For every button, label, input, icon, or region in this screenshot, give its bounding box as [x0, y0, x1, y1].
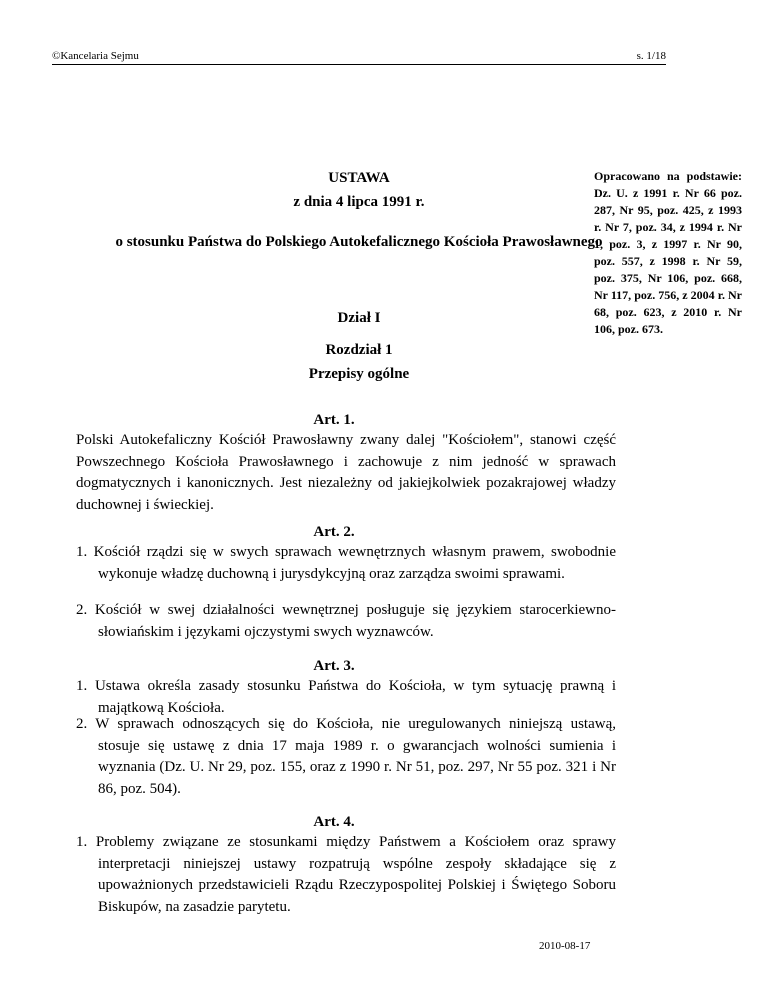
header-rule: [52, 64, 666, 65]
article-4-heading: Art. 4.: [313, 814, 355, 830]
article-1-heading: Art. 1.: [313, 412, 355, 428]
page-number: s. 1/18: [636, 50, 666, 62]
page-header-left: ©Kancelaria Sejmu: [52, 50, 139, 62]
article-3-item-2: 2. W sprawach odnoszących się do Kościoła, nie uregulowanych niniejszą ustawą, stosuje się ustawę z dnia 17 maja 1989 r. o gwarancjach wolności sumienia i wyznania (Dz. U. Nr 29, poz. 155, oraz z 1990 r. Nr 51, poz. 297, Nr 55 poz. 321 i Nr 86, poz. 504).: [76, 716, 616, 797]
article-4-item-1: 1. Problemy związane ze stosunkami między Państwem a Kościołem oraz sprawy interpretacji niniejszej ustawy rozpatrują wspólne zespoły składające się z upoważnionych przedstawicieli Rządu Rzeczypospolitej Polskiej i Świętego Soboru Biskupów, na zasadzie parytetu.: [76, 834, 616, 915]
chapter-title: Przepisy ogólne: [308, 366, 410, 382]
document-date: z dnia 4 lipca 1991 r.: [293, 194, 425, 210]
division-heading: Dział I: [337, 310, 381, 326]
chapter-heading: Rozdział 1: [325, 342, 393, 358]
side-note-sources: Opracowano na podstawie: Dz. U. z 1991 r. Nr 66 poz. 287, Nr 95, poz. 425, z 1993 r. Nr 7, poz. 34, z 1994 r. Nr 1, poz. 3, z 1997 r. Nr 90, poz. 557, z 1998 r. Nr 59, poz. 375, Nr 106, poz. 668, Nr 117, poz. 756, z 2004 r. Nr 68, poz. 623, z 2010 r. Nr 106, poz. 673.: [594, 169, 742, 336]
article-3-item-1: 1. Ustawa określa zasady stosunku Państwa do Kościoła, w tym sytuację prawną i majątkową Kościoła.: [76, 678, 616, 716]
article-2-heading: Art. 2.: [313, 524, 355, 540]
footer-date: 2010-08-17: [539, 940, 591, 952]
article-3-heading: Art. 3.: [313, 658, 355, 674]
article-2-item-2: 2. Kościół w swej działalności wewnętrznej posługuje się językiem starocerkiewno-słowiańskim i językami ojczystymi swych wyznawców.: [76, 602, 616, 640]
article-2-item-1: 1. Kościół rządzi się w swych sprawach wewnętrznych własnym prawem, swobodnie wykonuje władzę duchowną i jurysdykcyjną oraz zarządza swoimi sprawami.: [76, 544, 616, 582]
article-1-text: Polski Autokefaliczny Kościół Prawosławny zwany dalej "Kościołem", stanowi część Powszechnego Kościoła Prawosławnego i zachowuje z nim jedność w sprawach dogmatycznych i kanonicznych. Jest niezależny od jakiejkolwiek pozakrajowej władzy duchownej i świeckiej.: [76, 432, 616, 513]
document-subject: o stosunku Państwa do Polskiego Autokefalicznego Kościoła Prawosławnego: [115, 234, 603, 250]
document-type: USTAWA: [328, 170, 390, 186]
